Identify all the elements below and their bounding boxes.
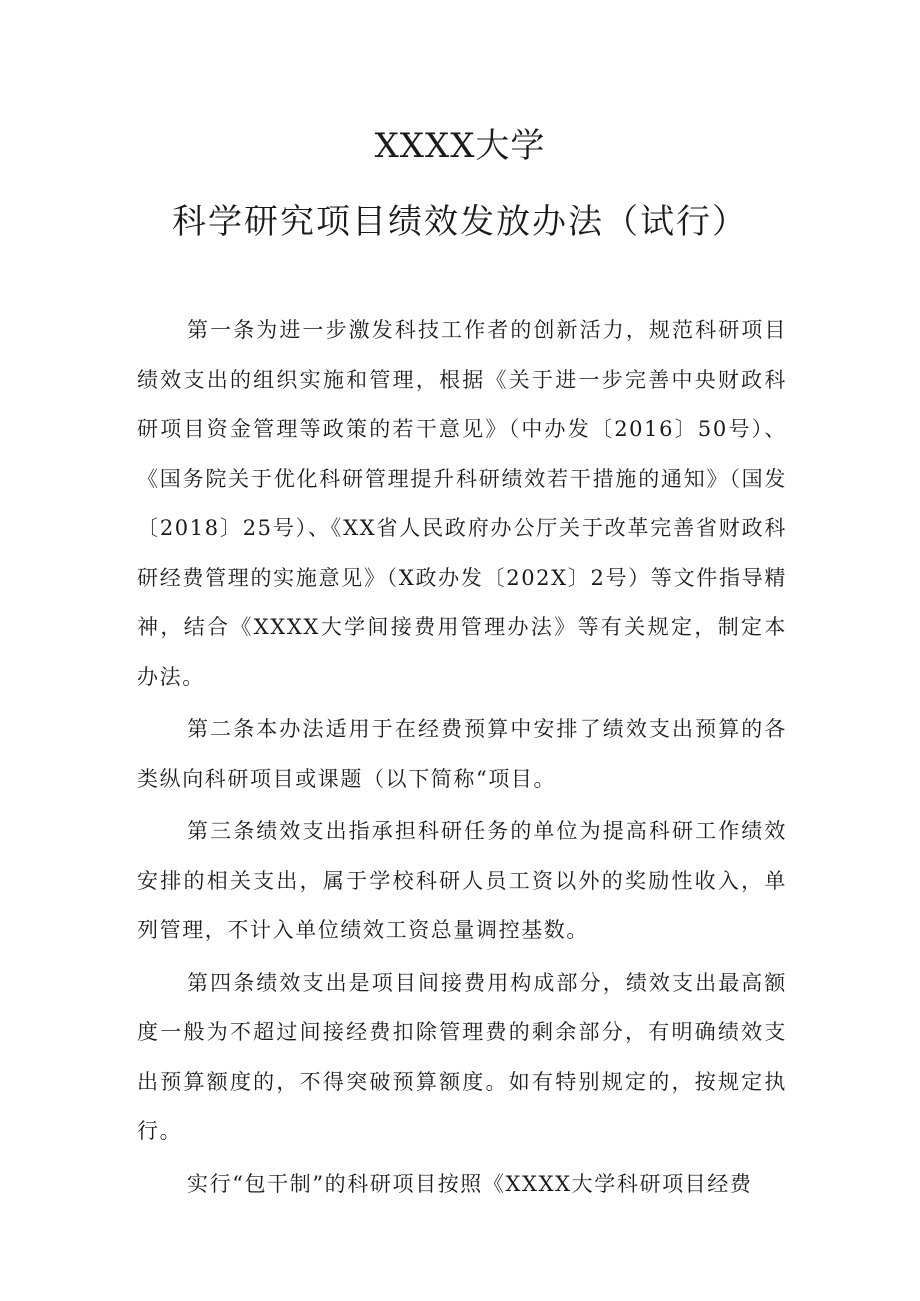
article-4-paragraph: 第四条绩效支出是项目间接费用构成部分，绩效支出最高额度一般为不超过间接经费扣除管理费的剩余部分，有明确绩效支出预算额度的，不得突破预算额度。如有特别规定的，按规定执行。: [137, 970, 787, 1143]
article-2-paragraph: 第二条本办法适用于在经费预算中安排了绩效支出预算的各类纵向科研项目或课题（以下简称“项目。: [137, 717, 787, 791]
document-title-regulation: 科学研究项目绩效发放办法（试行）: [172, 202, 748, 242]
article-3-paragraph: 第三条绩效支出指承担科研任务的单位为提高科研工作绩效安排的相关支出，属于学校科研人员工资以外的奖励性收入，单列管理，不计入单位绩效工资总量调控基数。: [137, 819, 787, 942]
lump-sum-paragraph: 实行“包干制”的科研项目按照《XXXX大学科研项目经费: [187, 1171, 753, 1196]
document-title-university: XXXX大学: [374, 126, 546, 166]
article-1-paragraph: 第一条为进一步激发科技工作者的创新活力，规范科研项目绩效支出的组织实施和管理，根据《关于进一步完善中央财政科研项目资金管理等政策的若干意见》（中办发〔2016〕50号）、《国务院关于优化科研管理提升科研绩效若干措施的通知》（国发〔2018〕25号）、《XX省人民政府办公厅关于改革完善省财政科研经费管理的实施意见》（X政办发〔202X〕2号）等文件指导精神，结合《XXXX大学间接费用管理办法》等有关规定，制定本办法。: [137, 318, 787, 689]
document-body: [137, 306, 787, 1209]
